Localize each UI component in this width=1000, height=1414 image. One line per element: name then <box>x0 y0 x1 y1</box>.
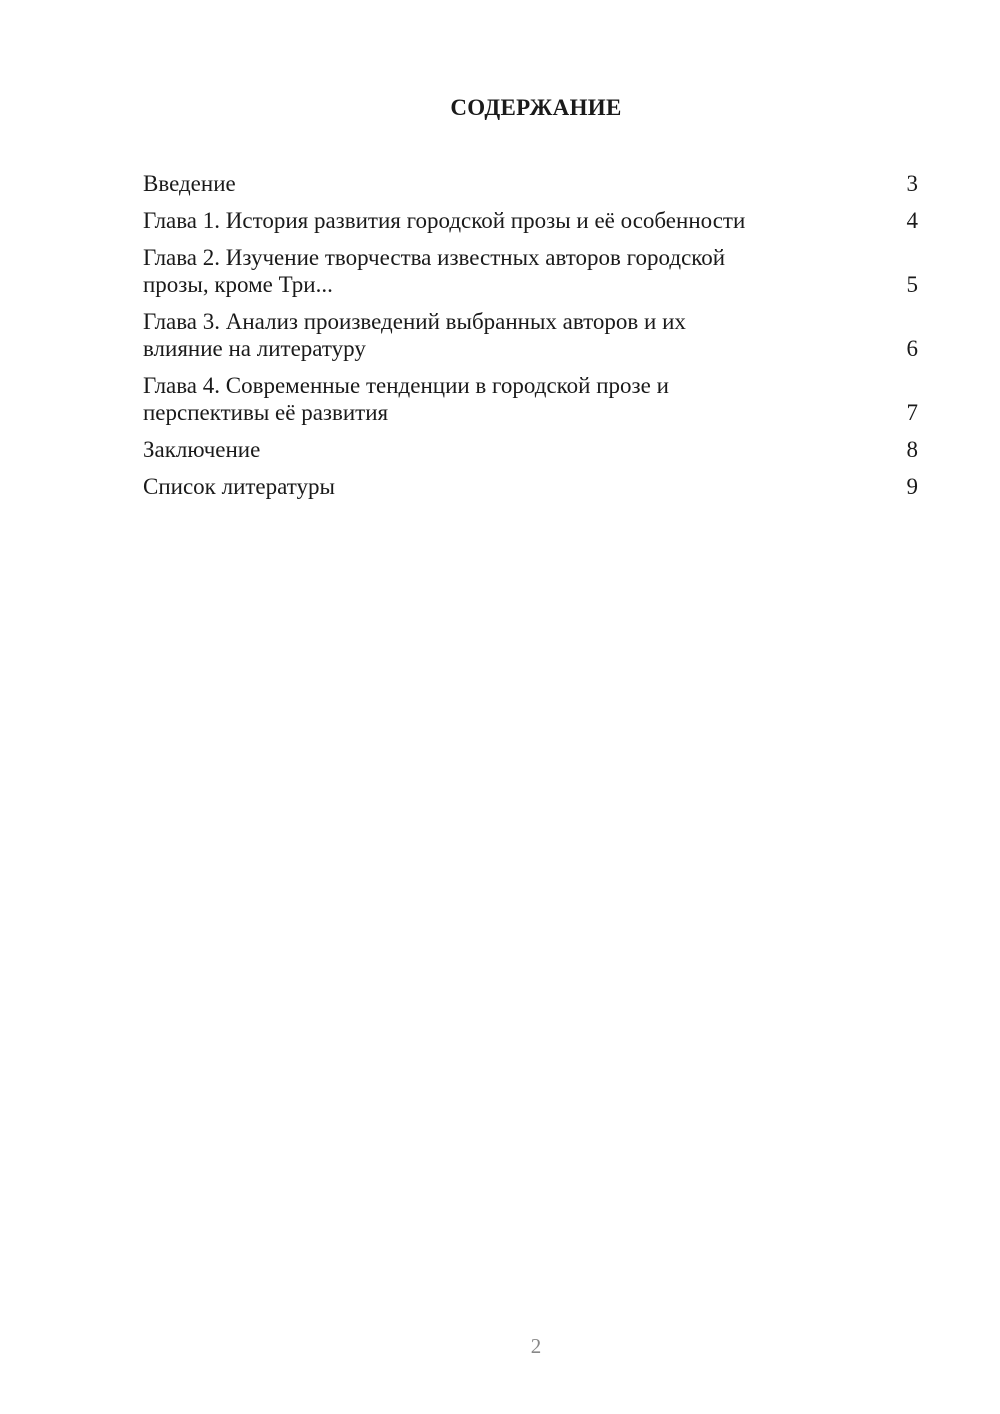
toc-entry-page: 9 <box>906 474 918 499</box>
toc-entry-label: Список литературы <box>143 474 335 499</box>
toc-entry-page: 7 <box>906 400 918 425</box>
toc-entry-page: 5 <box>906 272 918 297</box>
toc-entry-references <box>143 473 918 500</box>
toc-entry-label: Глава 4. Современные тенденции в городской прозе и перспективы её развития <box>143 373 669 425</box>
toc-entry-label: Глава 3. Анализ произведений выбранных авторов и их влияние на литературу <box>143 309 686 361</box>
toc-entry-chapter-4 <box>143 372 918 426</box>
toc-entry-label: Глава 2. Изучение творчества известных авторов городской прозы, кроме Три... <box>143 245 726 297</box>
toc-entry-label: Введение <box>143 171 236 196</box>
toc-entry-page: 8 <box>906 437 918 462</box>
toc-entry-label: Глава 1. История развития городской прозы и её особенности <box>143 208 746 233</box>
toc-entry-chapter-1 <box>143 207 918 234</box>
toc-entry-page: 4 <box>906 208 918 233</box>
toc-title: СОДЕРЖАНИЕ <box>450 95 622 120</box>
page-number: 2 <box>530 1334 542 1358</box>
toc-entry-chapter-2 <box>143 244 918 298</box>
table-of-contents <box>143 170 918 510</box>
toc-entry-introduction <box>143 170 918 197</box>
toc-entry-label: Заключение <box>143 437 261 462</box>
toc-entry-page: 6 <box>906 336 918 361</box>
toc-entry-conclusion <box>143 436 918 463</box>
toc-entry-page: 3 <box>906 171 918 196</box>
toc-entry-chapter-3 <box>143 308 918 362</box>
